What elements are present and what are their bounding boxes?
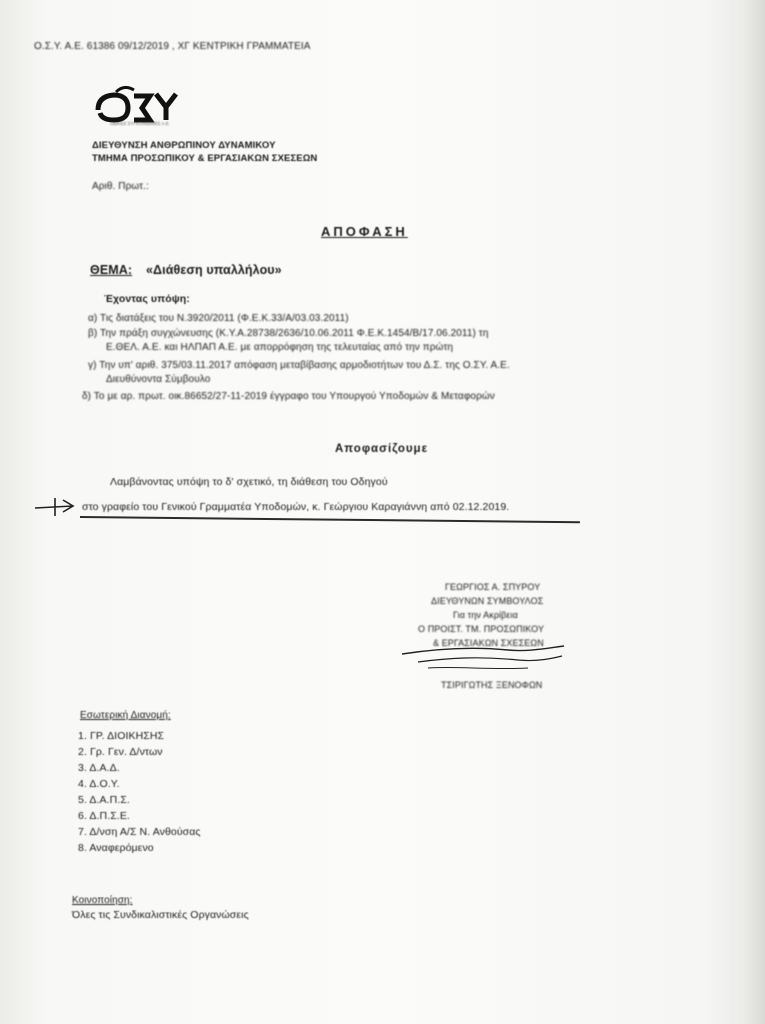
distribution-item: 7. Δ/νση Α/Σ Ν. Ανθούσας <box>78 826 201 838</box>
distribution-item: 4. Δ.Ο.Υ. <box>78 778 120 790</box>
handwritten-signature <box>398 640 568 680</box>
cc-title: Κοινοποίηση: <box>72 895 133 906</box>
cc-text: Όλες τις Συνδικαλιστικές Οργανώσεις <box>72 909 249 921</box>
distribution-item: 1. ΓΡ. ΔΙΟΙΚΗΣΗΣ <box>78 730 165 742</box>
consideration-d: δ) Το με αρ. πρωτ. οικ.86652/27-11-2019 έγγραφο του Υπουργού Υποδομών & Μεταφορών <box>82 391 495 402</box>
margin-arrow-mark <box>33 494 77 520</box>
distribution-item: 5. Δ.Α.Π.Σ. <box>78 794 130 806</box>
decision-title: ΑΠΟΦΑΣΗ <box>321 224 408 239</box>
department-line-1: ΔΙΕΥΘΥΝΣΗ ΑΝΘΡΩΠΙΝΟΥ ΔΥΝΑΜΙΚΟΥ <box>92 140 276 151</box>
signatory-name: ΓΕΩΡΓΙΟΣ Α. ΣΠΥΡΟΥ <box>445 582 541 592</box>
certifier-title-line-2: & ΕΡΓΑΣΙΑΚΩΝ ΣΧΕΣΕΩΝ <box>433 638 544 648</box>
distribution-item: 3. Δ.Α.Δ. <box>78 762 120 774</box>
consideration-a: α) Τις διατάξεις του Ν.3920/2011 (Φ.Ε.Κ.33/Α/03.03.2011) <box>88 313 349 324</box>
signatory-title: ΔΙΕΥΘΥΝΩΝ ΣΥΜΒΟΥΛΟΣ <box>431 596 544 606</box>
consideration-b-line-1: β) Την πράξη συγχώνευσης (Κ.Υ.Α.28738/2636/10.06.2011 Φ.Ε.Κ.1454/Β/17.06.2011) τη <box>88 328 489 339</box>
protocol-header: Ο.Σ.Υ. Α.Ε. 61386 09/12/2019 , ΧΓ ΚΕΝΤΡΙΚΗ ΓΡΑΜΜΑΤΕΙΑ <box>34 41 311 52</box>
subject-text: «Διάθεση υπαλλήλου» <box>146 263 282 277</box>
department-line-2: ΤΜΗΜΑ ΠΡΟΣΩΠΙΚΟΥ & ΕΡΓΑΣΙΑΚΩΝ ΣΧΕΣΕΩΝ <box>92 153 318 164</box>
distribution-item: 8. Αναφερόμενο <box>78 842 154 854</box>
consideration-b-line-2: Ε.ΘΕΛ. Α.Ε. και ΗΛΠΑΠ Α.Ε. με απορρόφηση της τελευταίας από την πρώτη <box>106 342 454 353</box>
body-line-2: στο γραφείο του Γενικού Γραμματέα Υποδομών, κ. Γεώργιου Καραγιάννη από 02.12.2019. <box>82 501 510 513</box>
consideration-c-line-1: γ) Την υπ' αριθ. 375/03.11.2017 απόφαση μεταβίβασης αρμοδιοτήτων του Δ.Σ. της Ο.ΣΥ. Α.Ε. <box>88 360 510 371</box>
distribution-item: 6. Δ.Π.Σ.Ε. <box>78 810 130 822</box>
body-line-1: Λαμβάνοντας υπόψη το δ' σχετικό, τη διάθεση του Οδηγού <box>110 476 388 488</box>
reference-number: Αριθ. Πρωτ.: <box>92 181 149 192</box>
distribution-item: 2. Γρ. Γεν. Δ/ντων <box>78 746 163 758</box>
considering-label: Έχοντας υπόψη: <box>104 293 190 305</box>
logo-tagline: ΟΔΙΚΕΣ ΣΥΓΚΟΙΝΩΝΙΕΣ Α.Ε. <box>110 121 170 126</box>
scan-shadow <box>743 0 765 1024</box>
certification-label: Για την Ακρίβεια <box>453 610 518 620</box>
consideration-c-line-2: Διευθύνοντα Σύμβουλο <box>106 374 211 385</box>
subject-label: ΘΕΜΑ: <box>90 263 133 277</box>
decide-heading: Αποφασίζουμε <box>335 443 429 455</box>
handwritten-underline <box>80 516 580 523</box>
certifier-name: ΤΣΙΡΙΓΩΤΗΣ ΞΕΝΟΦΩΝ <box>441 680 543 690</box>
distribution-title: Εσωτερική Διανομή: <box>80 710 171 721</box>
certifier-title-line-1: Ο ΠΡΟΙΣΤ. ΤΜ. ΠΡΟΣΩΠΙΚΟΥ <box>418 624 545 634</box>
